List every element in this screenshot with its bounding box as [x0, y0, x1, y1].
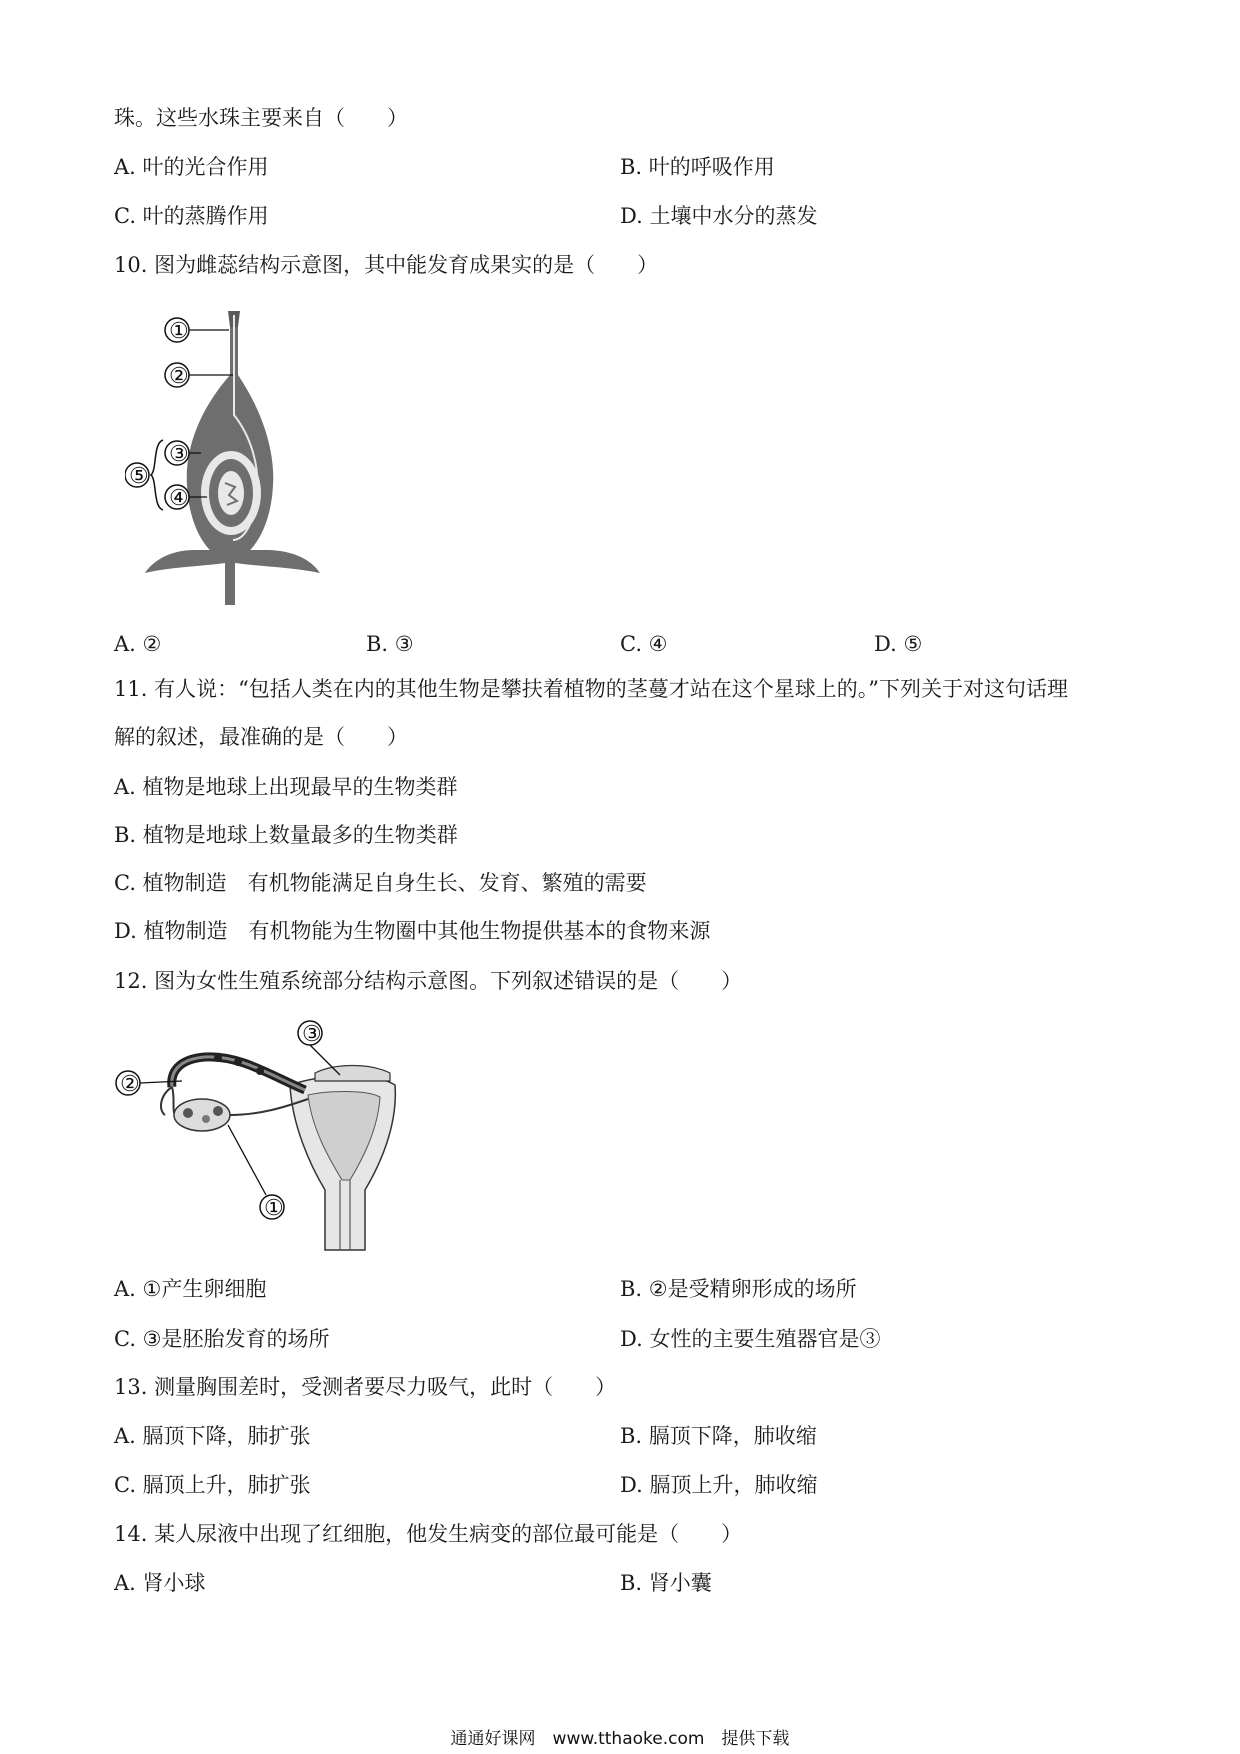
q9-option-b: B. 叶的呼吸作用 [620, 155, 775, 179]
pistil-label-5: ⑤ [129, 464, 149, 489]
q11-stem-line2: 解的叙述，最准确的是（ ） [114, 725, 408, 749]
q12-option-d: D. 女性的主要生殖器官是③ [620, 1327, 881, 1351]
ovary-label-1: ① [264, 1196, 284, 1221]
q10-option-b: B. ③ [366, 632, 414, 656]
q14-option-a: A. 肾小球 [114, 1571, 206, 1595]
q10-option-d: D. ⑤ [874, 632, 923, 656]
q11-option-c: C. 植物制造 有机物能满足自身生长、发育、繁殖的需要 [114, 871, 647, 895]
q11-option-b: B. 植物是地球上数量最多的生物类群 [114, 823, 458, 847]
q13-option-b: B. 膈顶下降，肺收缩 [620, 1424, 817, 1448]
page-footer: 通通好课网 www.tthaoke.com 提供下载 [450, 1729, 790, 1749]
q13-option-a: A. 膈顶下降，肺扩张 [114, 1424, 311, 1448]
q12-option-b: B. ②是受精卵形成的场所 [620, 1277, 857, 1301]
pistil-label-4: ④ [169, 486, 189, 511]
q9-stem-tail: 珠。这些水珠主要来自（ ） [114, 106, 408, 130]
q14-stem: 14. 某人尿液中出现了红细胞，他发生病变的部位最可能是（ ） [114, 1522, 743, 1546]
q10-stem: 10. 图为雌蕊结构示意图，其中能发育成果实的是（ ） [114, 253, 659, 277]
tube-label-2: ② [120, 1072, 140, 1097]
q11-stem-line1: 11. 有人说：“包括人类在内的其他生物是攀扶着植物的茎蔓才站在这个星球上的。”下列关于对这句话理 [114, 677, 1069, 701]
q11-option-a: A. 植物是地球上出现最早的生物类群 [114, 775, 458, 799]
q9-option-c: C. 叶的蒸腾作用 [114, 204, 269, 228]
pistil-label-1: ① [169, 319, 189, 344]
q14-option-b: B. 肾小囊 [620, 1571, 712, 1595]
brace-icon [151, 440, 163, 510]
pistil-label-3: ③ [169, 442, 189, 467]
q12-option-a: A. ①产生卵细胞 [114, 1277, 267, 1301]
female-reproductive-diagram [110, 1015, 410, 1255]
q9-option-d: D. 土壤中水分的蒸发 [620, 204, 818, 228]
q9-option-a: A. 叶的光合作用 [114, 155, 269, 179]
uterus-label-3: ③ [302, 1022, 322, 1047]
pistil-diagram [125, 305, 355, 605]
pistil-label-2: ② [169, 364, 189, 389]
q13-option-c: C. 膈顶上升，肺扩张 [114, 1473, 311, 1497]
q10-option-a: A. ② [114, 632, 162, 656]
q12-option-c: C. ③是胚胎发育的场所 [114, 1327, 330, 1351]
q11-option-d: D. 植物制造 有机物能为生物圈中其他生物提供基本的食物来源 [114, 919, 711, 943]
q10-option-c: C. ④ [620, 632, 668, 656]
q13-option-d: D. 膈顶上升，肺收缩 [620, 1473, 818, 1497]
q13-stem: 13. 测量胸围差时，受测者要尽力吸气，此时（ ） [114, 1375, 617, 1399]
q12-stem: 12. 图为女性生殖系统部分结构示意图。下列叙述错误的是（ ） [114, 969, 743, 993]
